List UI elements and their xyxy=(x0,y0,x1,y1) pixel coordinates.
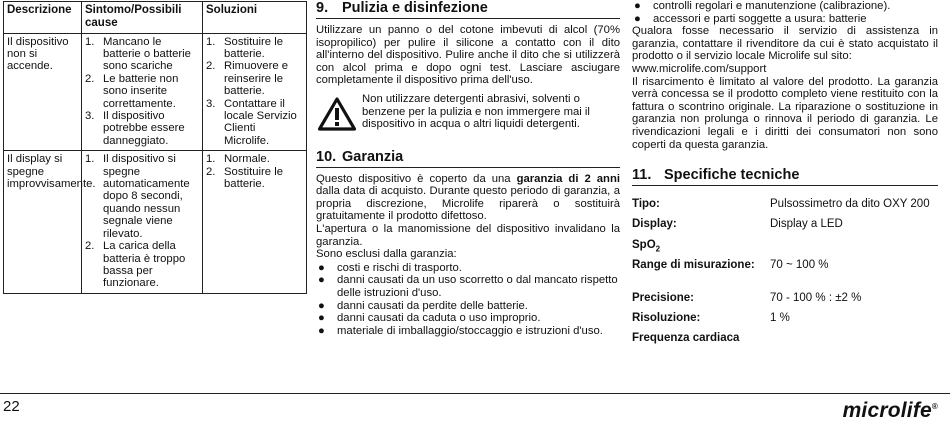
list-item: ● materiale di imballaggio/stoccaggio e istruzioni d'uso. xyxy=(318,324,603,337)
warning-block xyxy=(316,93,620,135)
spec-value: Display a LED xyxy=(770,218,843,231)
warranty-service-text: Qualora fosse necessario il servizio di assistenza in garanzia, contattare il rivenditore da cui è stato acquistato il prodotto o il servizio locale Microlife sul sito: xyxy=(632,25,938,63)
row-solutions xyxy=(203,33,307,151)
list-item: ● danni causati da perdite delle batterie. xyxy=(318,299,528,312)
spec-value xyxy=(770,239,938,259)
list-item: ● danni causati da un uso scorretto o dal mancato rispetto delle istruzioni d'uso. xyxy=(318,274,618,299)
row-causes xyxy=(82,33,203,151)
solution-item: 2. Sostituire le batterie. xyxy=(206,165,284,191)
spec-value: 70 ~ 100 % xyxy=(770,259,829,272)
cause-item: 1. Mancano le batterie o batterie sono scariche xyxy=(85,35,191,73)
brand-logo: microlife® xyxy=(842,399,938,422)
spec-key: SpO$_2$ xyxy=(632,239,661,254)
table-row xyxy=(632,312,938,332)
troubleshooting-table xyxy=(3,1,307,294)
solution-item: 3. Contattare il locale Servizio Clienti Microlife. xyxy=(206,97,297,147)
spec-key: Risoluzione: xyxy=(632,312,701,325)
list-item: ● costi e rischi di trasporto. xyxy=(318,261,462,274)
cause-item: 2. La carica della batteria è troppo bassa per funzionare. xyxy=(85,240,186,290)
row-description: Il dispositivo non si accende. xyxy=(4,33,82,151)
table-row xyxy=(632,239,938,259)
header-solutions: Soluzioni xyxy=(203,2,307,34)
section-cleaning xyxy=(316,0,620,135)
cause-item: 3. Il dispositivo potrebbe essere danneggiato. xyxy=(85,110,185,147)
specs-table xyxy=(632,198,938,346)
table-row xyxy=(632,259,938,292)
warranty-refund-text: Il risarcimento è limitato al valore del prodotto. La garanzia verrà concessa se il prodotto completo viene restituito con la fattura o scontrino originale. La riparazione o sostituzione in garanzia non prolunga o rinnova il periodo di garanzia. Le rivendicazioni legali e i diritti dei consumatori non sono coperti da questa garanzia. xyxy=(632,75,938,151)
cleaning-paragraph: Utilizzare un panno o del cotone imbevuti di alcol (70% isopropilico) per pulire il silicone a contatto con il dito all'interno del dispositivo. Pulire anche il dito che si utilizzerà con alcol prima e dopo ogni test. Lasciare asciugare completamente il dispositivo prima dell'uso. xyxy=(316,24,620,87)
table-row xyxy=(632,218,938,239)
solution-item: 1. Sostituire le batterie. xyxy=(206,35,284,60)
footer-divider xyxy=(0,393,950,394)
list-item: ● accessori e parti soggette a usura: batterie xyxy=(634,12,867,25)
header-causes: Sintomo/Possibili cause xyxy=(82,2,203,34)
warranty-intro: Questo dispositivo è coperto da una garanzia di 2 anni dalla data di acquisto. Durante questo periodo di garanzia, a propria discrezione, Microlife riparerà o sostituirà gratuitamente il prodotto difettoso. xyxy=(316,172,620,223)
warranty-tamper-note: L'apertura o la manomissione del dispositivo invalidano la garanzia. xyxy=(316,222,620,248)
spec-key: Tipo: xyxy=(632,198,660,211)
row-solutions xyxy=(203,151,307,293)
section-heading xyxy=(316,0,620,19)
exclusions-list-continued xyxy=(632,0,938,25)
spec-value: 70 - 100 % : ±2 % xyxy=(770,292,862,305)
section-title: Specifiche tecniche xyxy=(664,167,800,184)
row-causes xyxy=(82,151,203,293)
section-title: Garanzia xyxy=(342,148,404,165)
section-title: Pulizia e disinfezione xyxy=(342,0,488,16)
warning-text: Non utilizzare detergenti abrasivi, solventi o benzene per la pulizia e non immergere mai il dispositivo in acqua o altri liquidi detergenti. xyxy=(362,92,590,131)
warranty-exclusions-intro: Sono esclusi dalla garanzia: xyxy=(316,248,457,261)
warranty-period: garanzia di 2 anni xyxy=(516,172,620,185)
spec-value: Pulsossimetro da dito OXY 200 xyxy=(770,198,930,211)
solution-item: 2. Rimuovere e reinserire le batterie. xyxy=(206,60,289,98)
table-header-row xyxy=(4,2,307,34)
page-number: 22 xyxy=(3,398,20,415)
spec-key: Precisione: xyxy=(632,292,694,305)
troubleshooting-column xyxy=(3,1,306,294)
table-row xyxy=(632,292,938,312)
section-heading xyxy=(632,167,938,186)
cleaning-warranty-column xyxy=(316,0,620,337)
spec-key: Frequenza cardiaca xyxy=(632,332,740,345)
spec-value: 1 % xyxy=(770,312,790,325)
cause-item: 1. Il dispositivo si spegne automaticamente dopo 8 secondi, quando nessun segnale viene rilevato. xyxy=(85,153,190,240)
warranty-specs-column xyxy=(632,0,938,346)
solution-item: 1. Normale. xyxy=(206,153,270,166)
warning-triangle-icon xyxy=(316,93,362,135)
section-heading xyxy=(316,149,620,168)
spec-key: Display: xyxy=(632,218,677,231)
section-specifications xyxy=(632,167,938,346)
section-number: 11. xyxy=(632,167,652,184)
list-item: ● danni causati da caduta o uso improprio. xyxy=(318,312,541,325)
header-description: Descrizione xyxy=(4,2,82,34)
table-row xyxy=(4,33,307,151)
section-number: 10. xyxy=(316,148,337,165)
table-row xyxy=(632,332,938,346)
cause-item: 2. Le batterie non sono inserite correttamente. xyxy=(85,72,179,110)
section-number: 9. xyxy=(316,0,329,16)
list-item: ● controlli regolari e manutenzione (calibrazione). xyxy=(634,0,891,12)
section-warranty xyxy=(316,149,620,338)
table-row xyxy=(4,151,307,293)
support-url: www.microlife.com/support xyxy=(632,62,767,75)
spec-key: Range di misurazione: xyxy=(632,259,755,272)
exclusions-list xyxy=(316,262,620,338)
row-description: Il display si spegne improvvisamente. xyxy=(4,151,82,293)
table-row xyxy=(632,198,938,218)
